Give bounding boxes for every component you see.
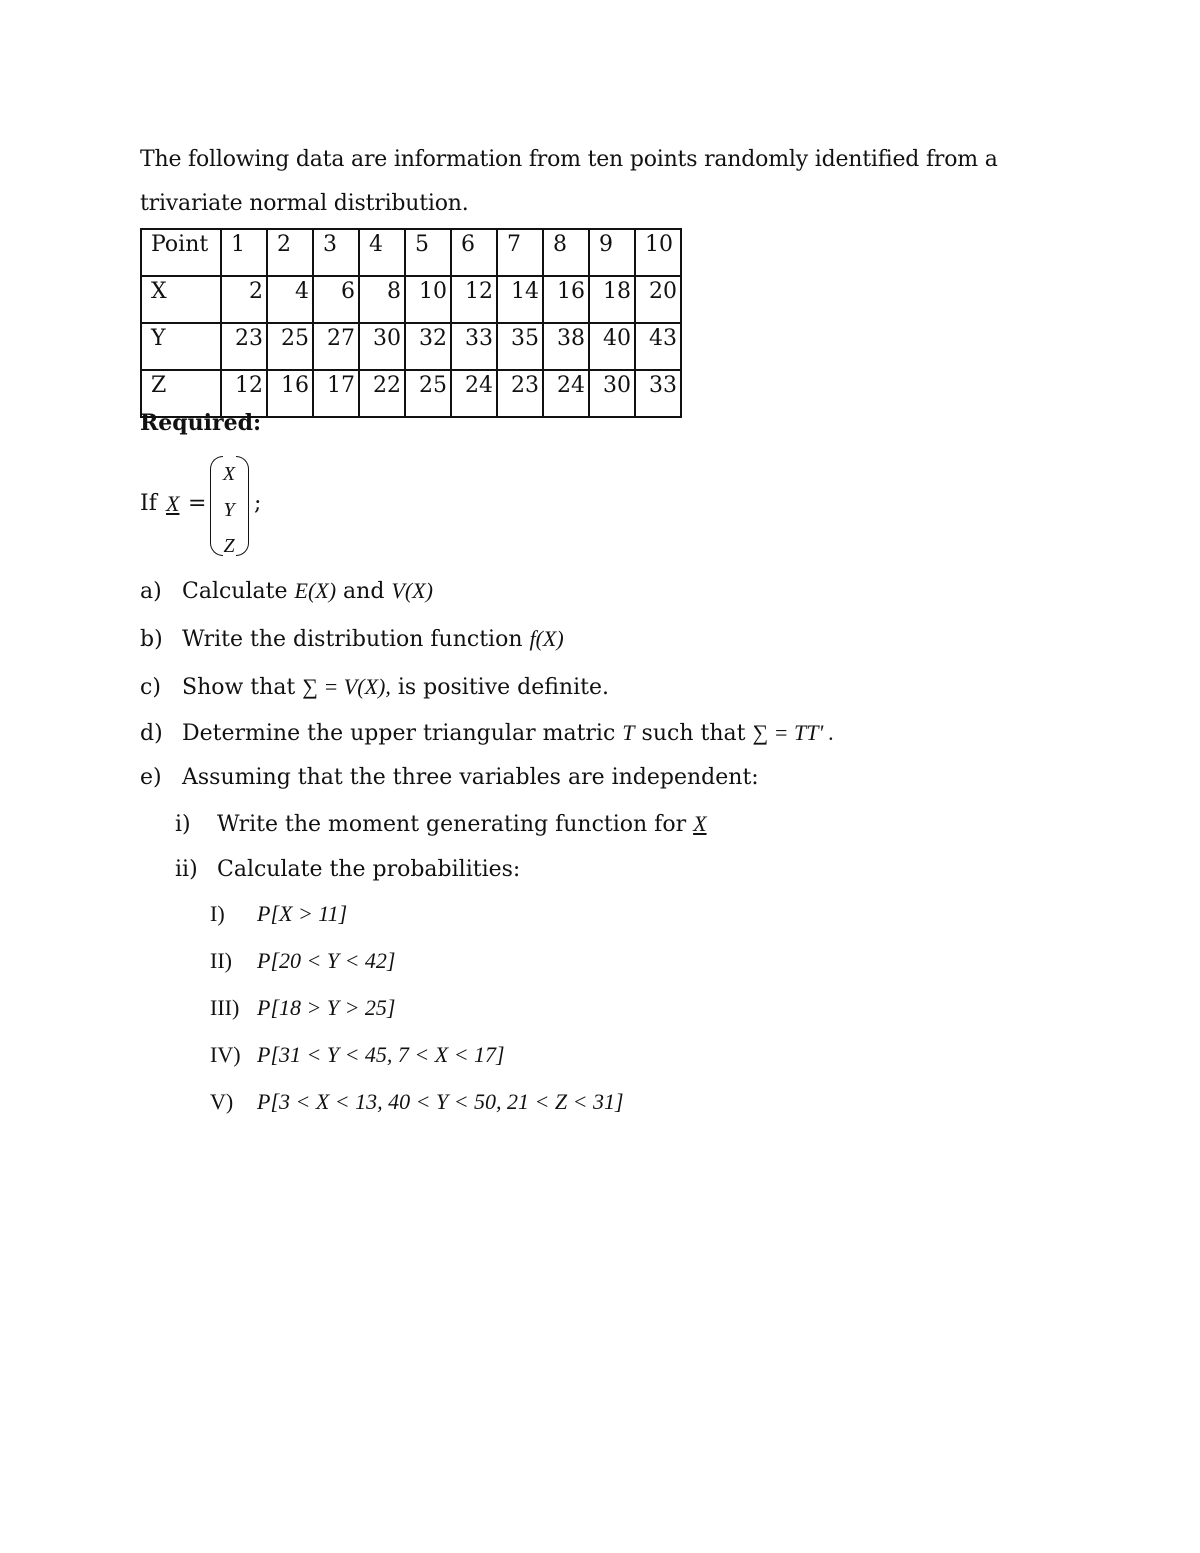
question-text: Write the moment generating function for — [217, 812, 687, 837]
math-expression: ∑ = V(X), — [302, 674, 391, 699]
vector-component: Y — [223, 499, 235, 521]
math-expression: P[3 < X < 13, 40 < Y < 50, 21 < Z < 31] — [257, 1089, 624, 1114]
right-paren — [236, 456, 249, 556]
intro-paragraph — [140, 138, 1040, 226]
table-cell: 33 — [451, 323, 497, 370]
question-label: a) — [140, 579, 162, 604]
math-expression: P[20 < Y < 42] — [257, 948, 396, 973]
question-d — [140, 720, 834, 746]
question-label: II) — [210, 948, 232, 973]
intro-line-2: trivariate normal distribution. — [140, 191, 469, 216]
table-cell: 6 — [313, 276, 359, 323]
table-header-row — [141, 229, 681, 276]
table-cell: 2 — [221, 276, 267, 323]
question-text: Determine the upper triangular matric — [182, 721, 616, 746]
table-cell: 8 — [359, 276, 405, 323]
table-cell: 24 — [451, 370, 497, 417]
table-header-cell: 8 — [543, 229, 589, 276]
table-cell: 43 — [635, 323, 681, 370]
question-e-i — [175, 811, 707, 837]
table-cell: 32 — [405, 323, 451, 370]
probability-item — [210, 1042, 505, 1068]
table-header-cell: Point — [141, 229, 221, 276]
table-header-cell: 10 — [635, 229, 681, 276]
table-header-cell: 6 — [451, 229, 497, 276]
math-expression: E(X) — [294, 578, 337, 603]
table-cell: 12 — [221, 370, 267, 417]
table-cell: Z — [141, 370, 221, 417]
math-expression: P[18 > Y > 25] — [257, 995, 396, 1020]
table-cell: 35 — [497, 323, 543, 370]
question-text: Calculate the probabilities: — [217, 857, 521, 882]
semicolon: ; — [254, 491, 262, 516]
table-cell: 4 — [267, 276, 313, 323]
question-b — [140, 626, 564, 652]
if-word: If — [140, 491, 157, 516]
question-text: Calculate — [182, 579, 288, 604]
table-cell: 12 — [451, 276, 497, 323]
question-label: III) — [210, 995, 240, 1020]
table-header-cell: 4 — [359, 229, 405, 276]
table-cell: 33 — [635, 370, 681, 417]
table-header-cell: 1 — [221, 229, 267, 276]
table-cell: 27 — [313, 323, 359, 370]
table-cell: 24 — [543, 370, 589, 417]
question-label: IV) — [210, 1042, 241, 1067]
question-label: I) — [210, 901, 225, 926]
table-cell: 10 — [405, 276, 451, 323]
table-cell: 25 — [405, 370, 451, 417]
table-header-cell: 5 — [405, 229, 451, 276]
table-cell: Y — [141, 323, 221, 370]
table-cell: 18 — [589, 276, 635, 323]
question-c — [140, 674, 609, 700]
question-label: d) — [140, 721, 163, 746]
table-cell: 23 — [221, 323, 267, 370]
question-label: b) — [140, 627, 163, 652]
question-label: c) — [140, 675, 161, 700]
question-label: ii) — [175, 857, 198, 882]
question-text: Show that — [182, 675, 296, 700]
table-cell: X — [141, 276, 221, 323]
math-expression: X — [693, 811, 707, 836]
table-cell: 25 — [267, 323, 313, 370]
table-cell: 38 — [543, 323, 589, 370]
math-expression: P[X > 11] — [257, 901, 348, 926]
question-label: e) — [140, 765, 162, 790]
question-a — [140, 578, 433, 604]
equals-sign: = — [188, 491, 207, 516]
vector-component: Z — [223, 535, 235, 557]
table-header-cell: 9 — [589, 229, 635, 276]
question-text: Write the distribution function — [182, 627, 523, 652]
table-cell: 40 — [589, 323, 635, 370]
required-heading: Required: — [140, 410, 262, 436]
table-cell: 23 — [497, 370, 543, 417]
intro-line-1: The following data are information from ten points randomly identified from a — [140, 147, 998, 172]
table-header-cell: 7 — [497, 229, 543, 276]
table-cell: 30 — [589, 370, 635, 417]
table-cell: 14 — [497, 276, 543, 323]
math-expression: P[31 < Y < 45, 7 < X < 17] — [257, 1042, 505, 1067]
table-cell: 30 — [359, 323, 405, 370]
question-label: V) — [210, 1089, 234, 1114]
math-expression: V(X) — [391, 578, 433, 603]
math-expression: f(X) — [529, 626, 564, 651]
math-expression: T — [622, 720, 635, 745]
probability-item — [210, 1089, 624, 1115]
question-label: i) — [175, 812, 191, 837]
vector-name: X — [166, 491, 180, 516]
question-text: Assuming that the three variables are independent: — [182, 765, 759, 790]
probability-item — [210, 901, 347, 927]
question-e — [140, 765, 759, 790]
question-text: such that — [641, 721, 746, 746]
table-cell: 22 — [359, 370, 405, 417]
vector-component: X — [222, 463, 236, 485]
probability-item — [210, 995, 396, 1021]
table-header-cell: 3 — [313, 229, 359, 276]
data-table — [140, 228, 682, 418]
probability-item — [210, 948, 396, 974]
table-cell: 20 — [635, 276, 681, 323]
table-row — [141, 276, 681, 323]
question-text: and — [343, 579, 385, 604]
table-cell: 16 — [543, 276, 589, 323]
table-cell: 16 — [267, 370, 313, 417]
math-expression: ∑ = TT' . — [752, 720, 835, 745]
question-e-ii — [175, 857, 520, 882]
table-cell: 17 — [313, 370, 359, 417]
question-text: is positive definite. — [397, 675, 609, 700]
table-row — [141, 323, 681, 370]
table-header-cell: 2 — [267, 229, 313, 276]
